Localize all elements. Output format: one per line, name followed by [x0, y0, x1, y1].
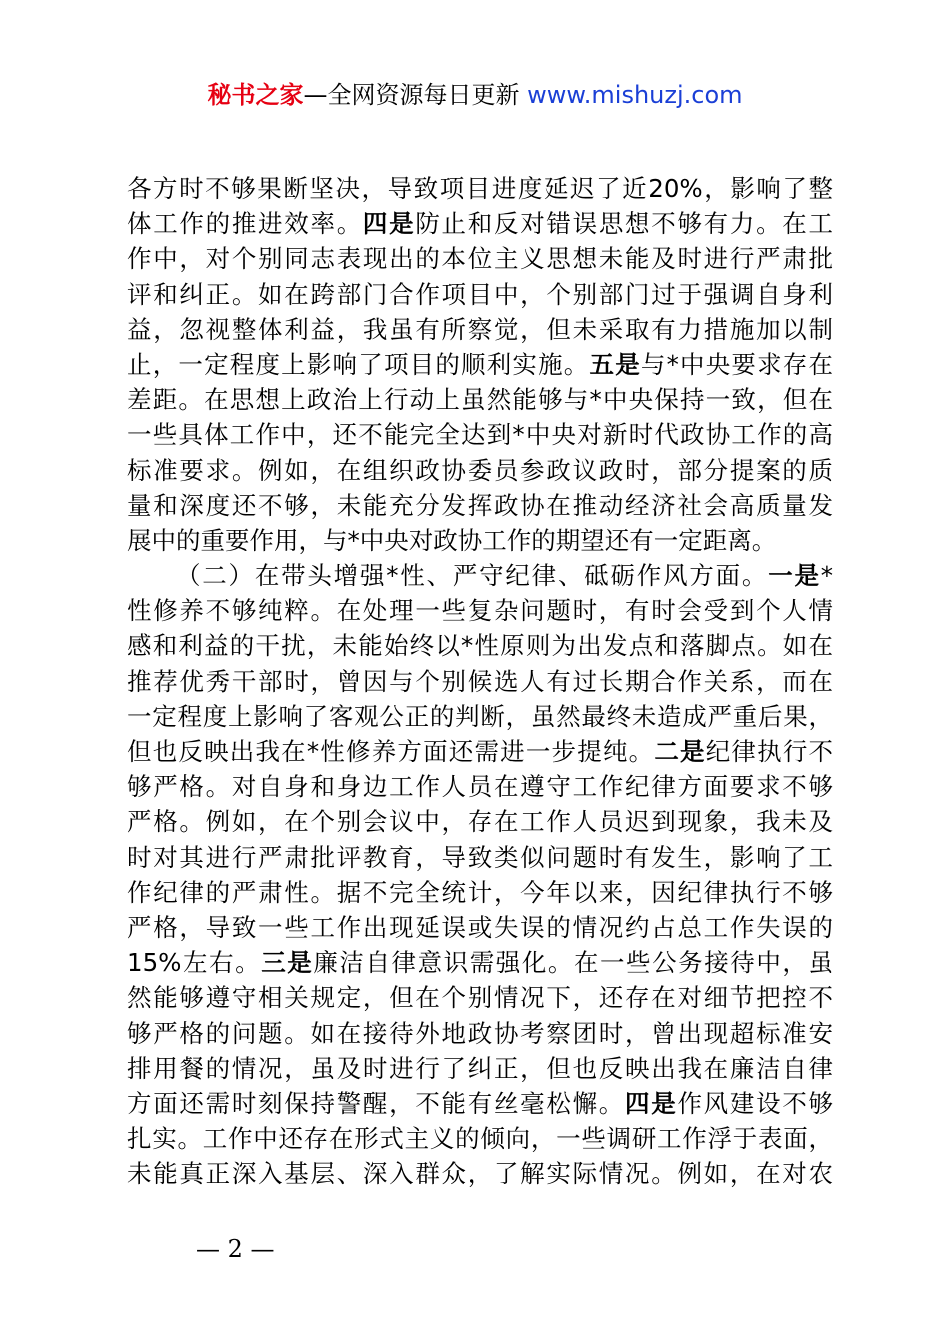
- text-line: 一些具体工作中，还不能完全达到*中央对新时代政协工作的高: [127, 420, 833, 450]
- header-tagline: —全网资源每日更新: [303, 81, 520, 109]
- brand-name: 秘书之家: [207, 81, 304, 109]
- text-line: 然能够遵守相关规定，但在个别情况下，还存在对细节把控不: [127, 983, 833, 1013]
- text-line: 扎实。工作中还存在形式主义的倾向，一些调研工作浮于表面，: [127, 1124, 833, 1154]
- enum-marker: 三是: [261, 948, 314, 978]
- text-line: 严格。例如，在个别会议中，存在工作人员迟到现象，我未及: [127, 807, 833, 837]
- text-line: 作纪律的严肃性。据不完全统计，今年以来，因纪律执行不够: [127, 877, 833, 907]
- text-line: 够严格。对自身和身边工作人员在遵守工作纪律方面要求不够: [127, 772, 833, 802]
- text-line: 评和纠正。如在跨部门合作项目中，个别部门过于强调自身利: [127, 279, 833, 309]
- text-line: 各方时不够果断坚决，导致项目进度延迟了近20%，影响了整: [127, 174, 833, 203]
- text-line: 量和深度还不够，未能充分发挥政协在推动经济社会高质量发: [127, 490, 833, 520]
- text-line: 一定程度上影响了客观公正的判断，虽然最终未造成严重后果，: [127, 701, 833, 731]
- text-line: 未能真正深入基层、深入群众，了解实际情况。例如，在对农: [127, 1159, 833, 1189]
- page-number: — 2 —: [196, 1235, 275, 1263]
- document-body: [127, 171, 833, 1191]
- text-line: 但也反映出我在*性修养方面还需进一步提纯。二是纪律执行不: [127, 737, 833, 766]
- text-line: 差距。在思想上政治上行动上虽然能够与*中央保持一致，但在: [127, 385, 833, 415]
- enum-marker: 五是: [589, 349, 641, 379]
- text-line: 作中，对个别同志表现出的本位主义思想未能及时进行严肃批: [127, 244, 833, 274]
- enum-marker: 四是: [625, 1088, 678, 1118]
- text-line: 时对其进行严肃批评教育，导致类似问题时有发生，影响了工: [127, 842, 833, 872]
- enum-marker: 四是: [362, 209, 416, 239]
- text-line: 止，一定程度上影响了项目的顺利实施。五是与*中央要求存在: [127, 349, 833, 379]
- text-line: 益，忽视整体利益，我虽有所察觉，但未采取有力措施加以制: [127, 314, 833, 344]
- text-line: 性修养不够纯粹。在处理一些复杂问题时，有时会受到个人情: [127, 596, 833, 626]
- text-line: 展中的重要作用，与*中央对政协工作的期望还有一定距离。: [127, 525, 777, 555]
- text-line: 15%左右。三是廉洁自律意识需强化。在一些公务接待中，虽: [127, 948, 833, 978]
- text-line: 方面还需时刻保持警醒，不能有丝毫松懈。四是作风建设不够: [127, 1088, 833, 1118]
- enum-marker: 一是: [768, 561, 821, 591]
- enum-marker: 二是: [654, 737, 706, 766]
- text-line: 排用餐的情况，虽及时进行了纠正，但也反映出我在廉洁自律: [127, 1053, 833, 1083]
- text-line: 标准要求。例如，在组织政协委员参政议政时，部分提案的质: [127, 455, 833, 485]
- text-line: 严格，导致一些工作出现延误或失误的情况约占总工作失误的: [127, 912, 833, 942]
- section-heading-line: （二）在带头增强*性、严守纪律、砥砺作风方面。一是*: [176, 561, 833, 591]
- text-line: 感和利益的干扰，未能始终以*性原则为出发点和落脚点。如在: [127, 631, 833, 661]
- text-line: 推荐优秀干部时，曾因与个别候选人有过长期合作关系，而在: [127, 666, 833, 696]
- site-url[interactable]: www.mishuzj.com: [527, 81, 743, 109]
- text-line: 够严格的问题。如在接待外地政协考察团时，曾出现超标准安: [127, 1018, 833, 1048]
- text-line: 体工作的推进效率。四是防止和反对错误思想不够有力。在工: [127, 209, 833, 239]
- site-header: [0, 78, 950, 112]
